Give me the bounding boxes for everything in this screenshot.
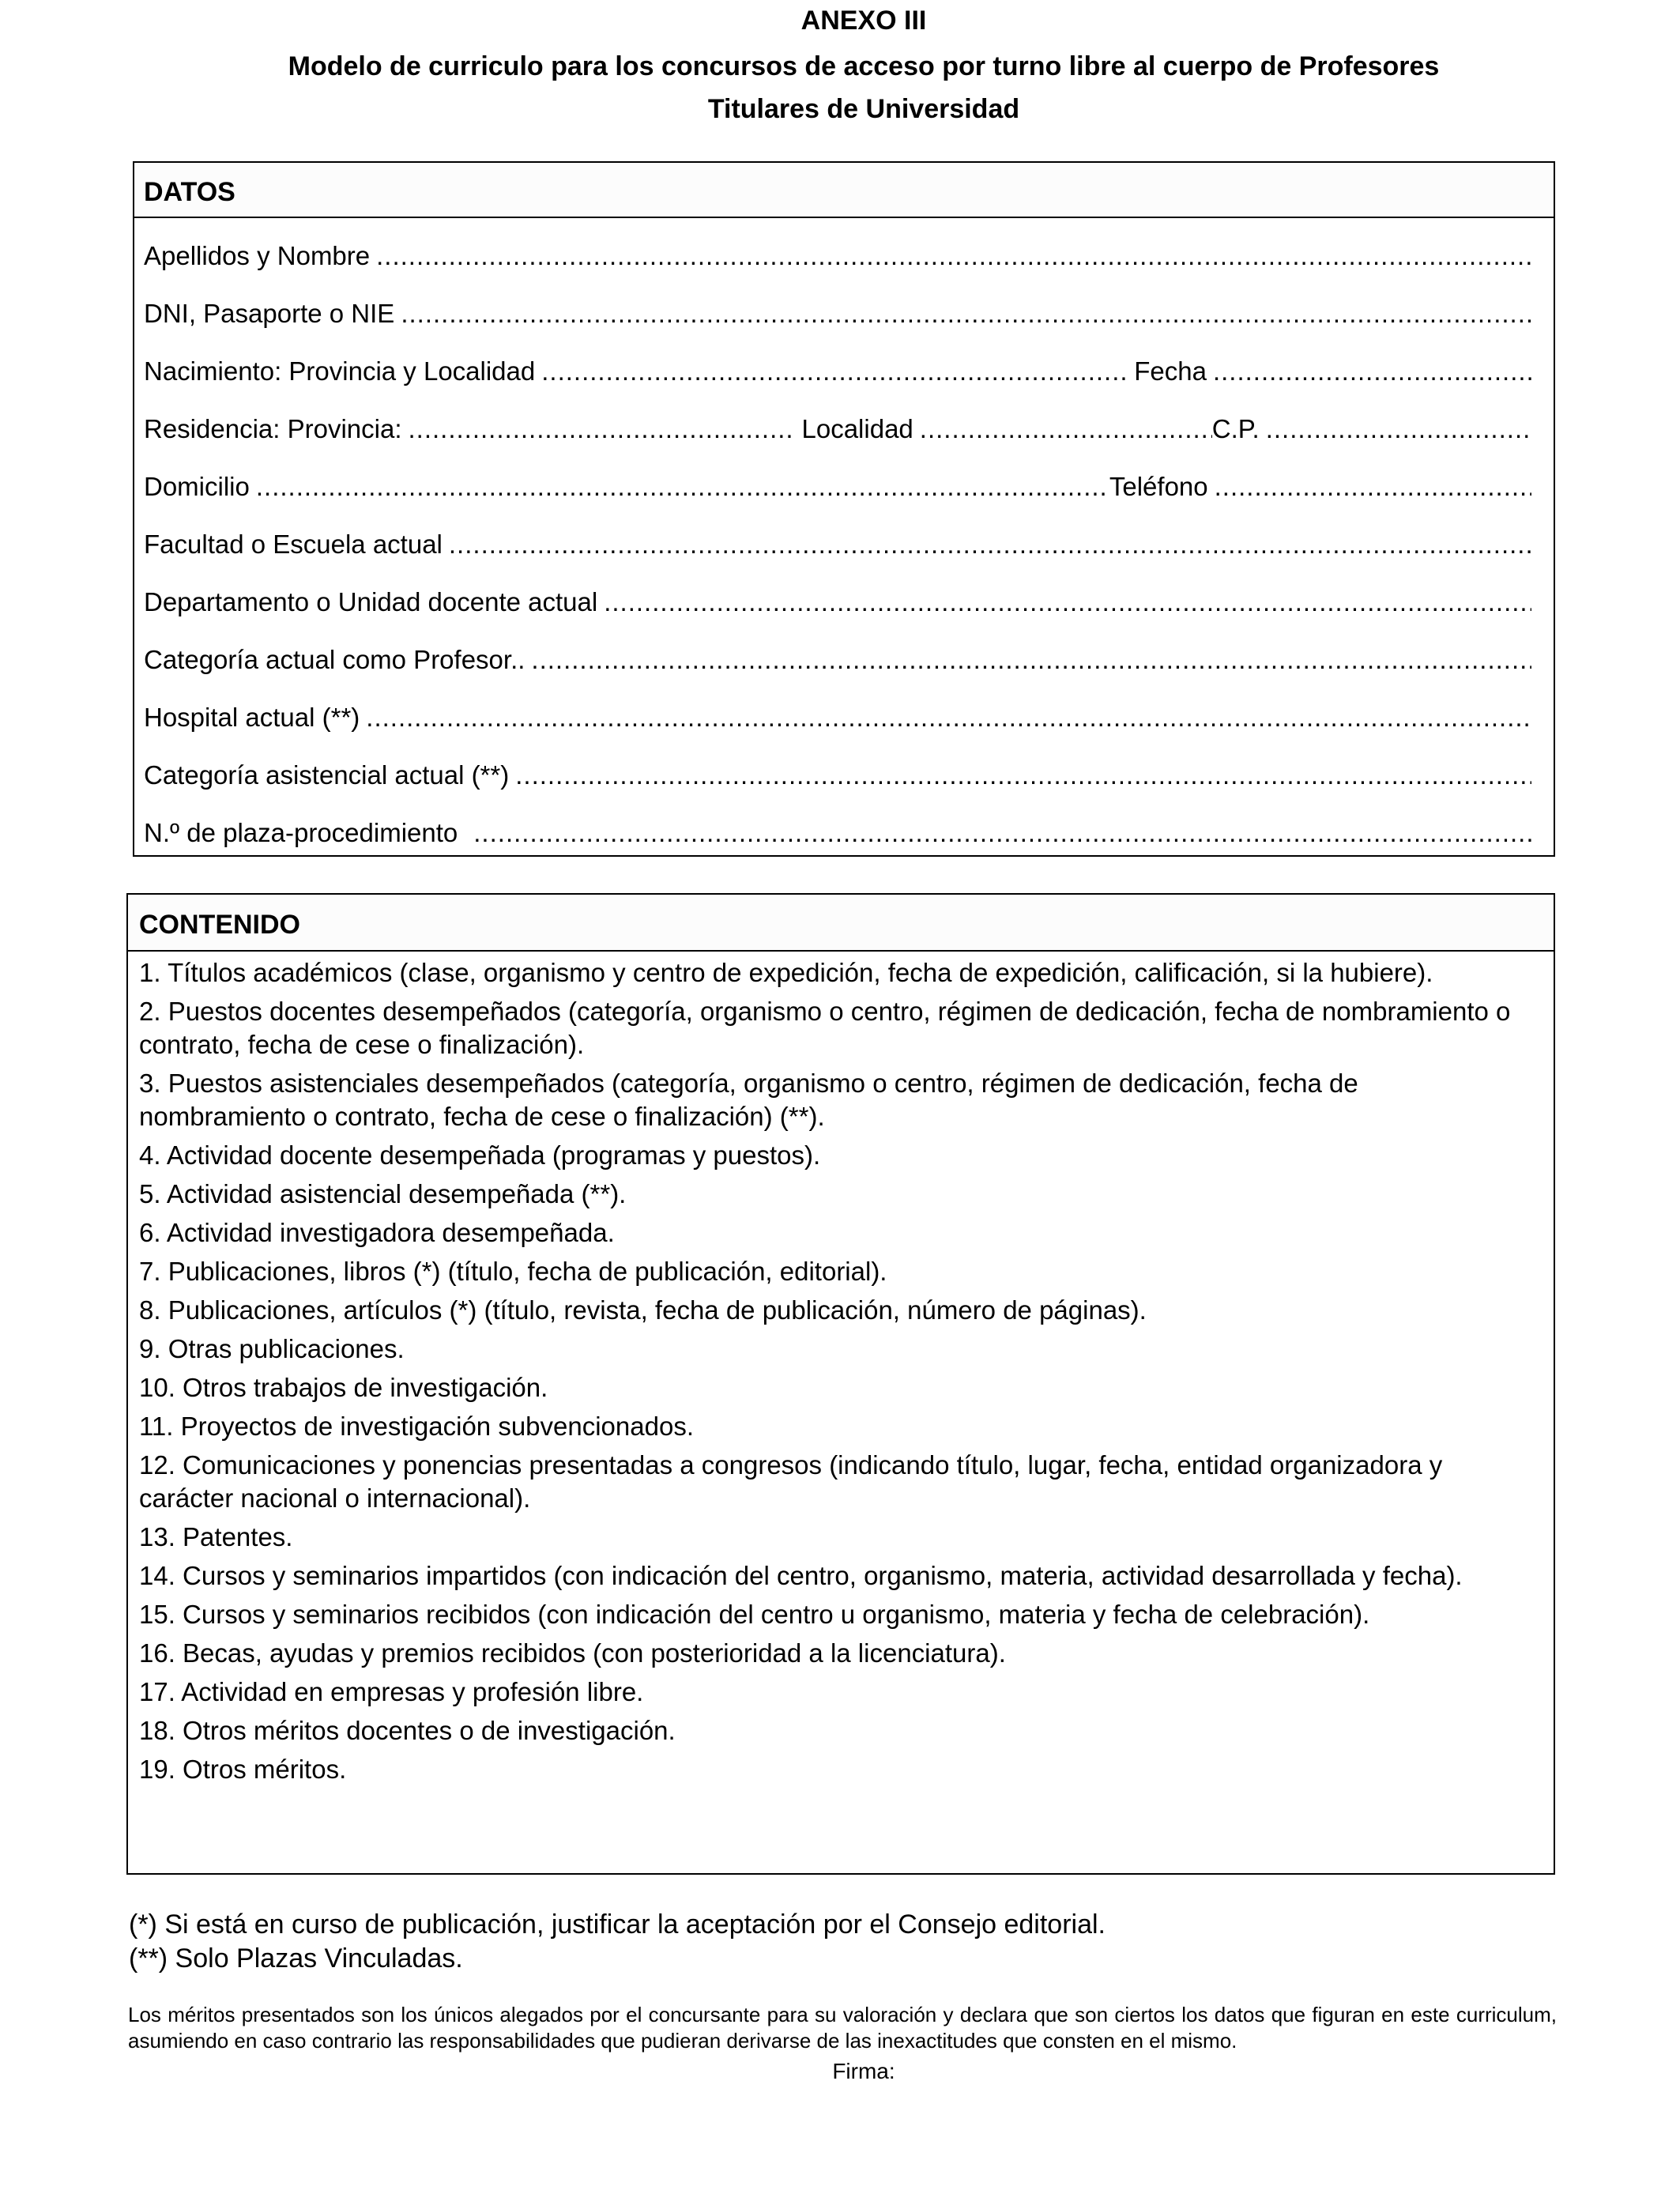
list-item: 7. Publicaciones, libros (*) (título, fecha de publicación, editorial). xyxy=(139,1257,887,1286)
contenido-header xyxy=(128,895,1554,952)
list-item: 14. Cursos y seminarios impartidos (con indicación del centro, organismo, materia, actividad desarrollada y fecha). xyxy=(139,1561,1463,1590)
footnote-publication: (*) Si está en curso de publicación, justificar la aceptación por el Consejo editorial. xyxy=(129,1909,1106,1940)
field-nacimiento[interactable] xyxy=(144,356,1531,387)
field-dni[interactable] xyxy=(144,298,1531,330)
field-label: Teléfono xyxy=(1109,472,1208,501)
field-categoria-profesor[interactable] xyxy=(144,644,1531,676)
datos-heading: DATOS xyxy=(144,177,235,207)
dotted-fill-line[interactable] xyxy=(409,413,794,445)
dotted-fill-line[interactable] xyxy=(401,298,1531,330)
dotted-fill-line[interactable] xyxy=(376,240,1531,272)
declaration-text: Los méritos presentados son los únicos alegados por el concursante para su valoración y declara que son ciertos los datos que figuran en este curriculum, asumiendo en caso contrario las responsabilidades que pudieran derivarse de las inexactitudes que consten en el mismo. xyxy=(128,2003,1557,2053)
field-label: Domicilio xyxy=(144,472,250,501)
list-item: 1. Títulos académicos (clase, organismo y centro de expedición, fecha de expedición, calificación, si la hubiere). xyxy=(139,958,1433,987)
list-item: 10. Otros trabajos de investigación. xyxy=(139,1373,548,1402)
dotted-fill-line[interactable] xyxy=(256,471,1109,503)
field-label: Residencia: Provincia: xyxy=(144,414,402,443)
dotted-fill-line[interactable] xyxy=(531,644,1531,676)
dotted-fill-line[interactable] xyxy=(515,760,1531,791)
field-departamento[interactable] xyxy=(144,586,1531,618)
dotted-fill-line[interactable] xyxy=(604,586,1531,618)
field-label: Departamento o Unidad docente actual xyxy=(144,587,598,616)
dotted-fill-line[interactable] xyxy=(1215,471,1531,503)
dotted-fill-line[interactable] xyxy=(541,356,1126,387)
dotted-fill-line[interactable] xyxy=(473,817,1531,849)
field-label: Apellidos y Nombre xyxy=(144,241,371,270)
contenido-section xyxy=(126,893,1555,1875)
list-item: 12. Comunicaciones y ponencias presentadas a congresos (indicando título, lugar, fecha, entidad organizadora y carácter nacional o internacional). xyxy=(139,1450,1443,1513)
contenido-heading: CONTENIDO xyxy=(139,910,300,940)
list-item: 6. Actividad investigadora desempeñada. xyxy=(139,1218,615,1247)
dotted-fill-line[interactable] xyxy=(449,529,1531,560)
field-label: Facultad o Escuela actual xyxy=(144,530,443,559)
field-label: Fecha xyxy=(1134,356,1207,386)
list-item: 2. Puestos docentes desempeñados (categoría, organismo o centro, régimen de dedicación, fecha de nombramiento o contrato, fecha de cese o finalización). xyxy=(139,997,1511,1059)
list-item: 18. Otros méritos docentes o de investigación. xyxy=(139,1716,676,1745)
contenido-list xyxy=(139,956,1522,1792)
annex-title: ANEXO III xyxy=(800,6,927,36)
list-item: 4. Actividad docente desempeñada (programas y puestos). xyxy=(139,1140,821,1170)
dotted-fill-line[interactable] xyxy=(1266,413,1531,445)
list-item: 9. Otras publicaciones. xyxy=(139,1334,405,1363)
list-item: 17. Actividad en empresas y profesión libre. xyxy=(139,1677,644,1706)
field-label: N.º de plaza-procedimiento xyxy=(144,818,458,847)
list-item: 15. Cursos y seminarios recibidos (con indicación del centro u organismo, materia y fecha de celebración). xyxy=(139,1600,1370,1629)
dotted-fill-line[interactable] xyxy=(1213,356,1531,387)
list-item: 3. Puestos asistenciales desempeñados (categoría, organismo o centro, régimen de dedicación, fecha de nombramiento o contrato, fecha de cese o finalización) (**). xyxy=(139,1069,1358,1131)
form-subtitle-line2: Titulares de Universidad xyxy=(707,94,1020,124)
field-residencia[interactable] xyxy=(144,413,1531,445)
field-label: DNI, Pasaporte o NIE xyxy=(144,299,395,328)
field-apellidos-nombre[interactable] xyxy=(144,240,1531,272)
dotted-fill-line[interactable] xyxy=(920,413,1212,445)
field-label: Nacimiento: Provincia y Localidad xyxy=(144,356,536,386)
field-label: Categoría actual como Profesor.. xyxy=(144,645,525,674)
dotted-fill-line[interactable] xyxy=(366,702,1531,733)
field-label: C.P. xyxy=(1211,414,1260,443)
list-item: 16. Becas, ayudas y premios recibidos (con posterioridad a la licenciatura). xyxy=(139,1638,1006,1668)
list-item: 19. Otros méritos. xyxy=(139,1755,347,1784)
form-subtitle-line1: Modelo de curriculo para los concursos de acceso por turno libre al cuerpo de Profesores xyxy=(288,51,1440,81)
field-label: Categoría asistencial actual (**) xyxy=(144,760,510,790)
field-label: Hospital actual (**) xyxy=(144,703,360,732)
field-facultad[interactable] xyxy=(144,529,1531,560)
list-item: 5. Actividad asistencial desempeñada (**). xyxy=(139,1179,627,1208)
field-plaza-procedimiento[interactable] xyxy=(144,817,1531,849)
list-item: 8. Publicaciones, artículos (*) (título, revista, fecha de publicación, número de páginas). xyxy=(139,1295,1147,1325)
field-hospital[interactable] xyxy=(144,702,1531,733)
signature-label[interactable]: Firma: xyxy=(832,2059,895,2083)
field-categoria-asistencial[interactable] xyxy=(144,760,1531,791)
field-domicilio[interactable] xyxy=(144,471,1531,503)
footnote-plazas-vinculadas: (**) Solo Plazas Vinculadas. xyxy=(129,1943,463,1973)
list-item: 11. Proyectos de investigación subvencionados. xyxy=(139,1412,694,1441)
datos-header xyxy=(134,163,1554,218)
list-item: 13. Patentes. xyxy=(139,1522,293,1551)
datos-section xyxy=(133,161,1555,857)
field-label: Localidad xyxy=(801,414,913,443)
